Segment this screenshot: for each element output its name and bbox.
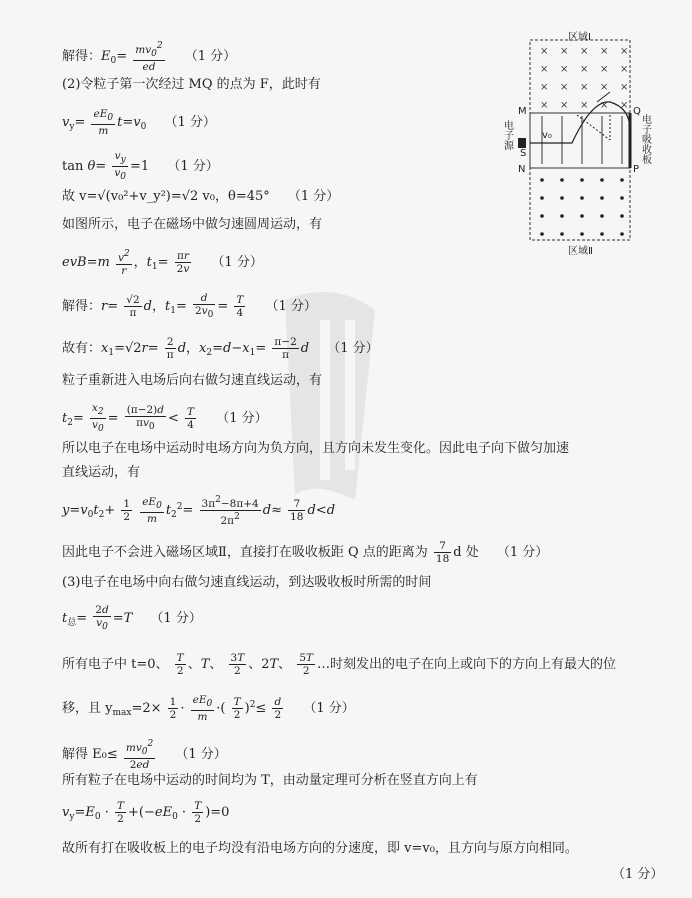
score-mark: （1 分） <box>164 115 216 130</box>
line-15: 因此电子不会进入磁场区域Ⅱ，直接打在吸收板距 Q 点的距离为 $\frac{7}{18}$ d 处 （1 分） <box>62 540 549 565</box>
dot-symbol <box>540 196 544 200</box>
cross-symbol: × <box>580 82 589 93</box>
cross-symbol: × <box>620 46 629 57</box>
cross-symbol: × <box>580 100 589 111</box>
line-1: 解得：$E_0=$ $\frac{mv02}{ed}$ （1 分） <box>62 41 237 73</box>
cross-symbol: × <box>600 100 609 111</box>
cross-symbol: × <box>560 100 569 111</box>
text: 故有： <box>62 341 102 356</box>
point-S-label: S <box>520 148 527 159</box>
point-P-label: P <box>633 164 640 175</box>
plate-label: 电子吸收板 <box>642 115 652 166</box>
electron-source-block <box>518 138 526 148</box>
line-11: $t_2=$ $\frac{x2}{v0}$ = $\frac{(\pi-2)d}{\pi v0}$ < $\frac{T}{4}$ （1 分） <box>62 402 268 434</box>
cross-symbol: × <box>600 64 609 75</box>
line-20: 解得 E₀≤ $\frac{mv02}{2ed}$ （1 分） <box>62 739 227 771</box>
dot-symbol <box>560 214 564 218</box>
score-mark: （1 分） <box>303 701 355 716</box>
line-2: (2)令粒子第一次经过 MQ 的点为 F，此时有 <box>62 77 321 92</box>
dot-symbol <box>580 214 584 218</box>
score-mark: （1 分） <box>265 299 317 314</box>
line-19: 移，且 $y_{max}=2\times$ $\frac{1}{2}$ · $\frac{eE0}{m}$ ·( $\frac{T}{2}$ )$^2$≤ $\frac{d}{2}$ （1 分） <box>62 694 355 723</box>
dot-symbol <box>580 232 584 236</box>
cross-symbol: × <box>600 46 609 57</box>
line-5 <box>62 188 339 206</box>
score-mark: （1 分） <box>150 611 202 626</box>
cross-symbol: × <box>560 46 569 57</box>
line-9: 故有：$x_1=√2r=$ $\frac{2}{\pi}$ d，$x_2=d-x_1=$ $\frac{\pi-2}{\pi}$ d （1 分） <box>62 336 379 361</box>
score-mark: （1 分） <box>287 189 340 204</box>
dot-symbol <box>560 178 564 182</box>
line-3: $v_y=$ $\frac{eE0}{m}$ $t=v_0$ （1 分） <box>62 108 216 137</box>
region-1-label: 区域Ⅰ <box>568 32 591 43</box>
dot-symbol <box>620 232 624 236</box>
text: …时刻发出的电子在向上或向下的方向上有最大的位 <box>317 657 617 672</box>
dot-symbol <box>580 178 584 182</box>
score-mark-final: （1 分） <box>612 867 664 882</box>
dot-symbol <box>620 178 624 182</box>
fraction: $\frac{mv02}{ed}$ <box>135 41 163 73</box>
line-16: (3)电子在电场中向右做匀速直线运动，到达吸收板时所需的时间 <box>62 575 432 590</box>
text: 解得： <box>62 49 102 64</box>
text: 移，且 y <box>62 701 113 716</box>
dot-symbol <box>600 178 604 182</box>
line-14: $y=v_0t_2+$ $\frac{1}{2}$ $\frac{eE0}{m}$ $t_2^2=$ $\frac{3\pi 2-8\pi+4}{2\pi 2}$ d≈ $\frac{7}{18}$ d<d <box>62 495 336 527</box>
text: 解得： <box>62 299 102 314</box>
line-4: tan θ= $\frac{vy}{v0}$ =1 （1 分） <box>62 150 219 182</box>
magnetic-field-out-of-page <box>540 178 624 236</box>
point-M-label: M <box>518 106 527 117</box>
cross-symbol: × <box>540 82 549 93</box>
dot-symbol <box>600 196 604 200</box>
source-label: 电子源 <box>504 121 514 152</box>
text: 因此电子不会进入磁场区域Ⅱ，直接打在吸收板距 Q 点的距离为 <box>62 545 428 560</box>
cross-symbol: × <box>540 64 549 75</box>
region-2-label: 区域Ⅱ <box>568 246 593 257</box>
line-17: $t_总=$ $\frac{2d}{v0}$ =T （1 分） <box>62 604 202 632</box>
cross-symbol: × <box>600 82 609 93</box>
point-N-label: N <box>518 164 526 175</box>
text: d 处 <box>453 545 479 560</box>
score-mark: （1 分） <box>184 49 237 64</box>
dot-symbol <box>600 214 604 218</box>
cross-symbol: × <box>560 82 569 93</box>
magnetic-field-into-page <box>540 46 628 111</box>
dot-symbol <box>560 232 564 236</box>
cross-symbol: × <box>560 64 569 75</box>
line-13: 直线运动，有 <box>62 465 141 480</box>
cross-symbol: × <box>580 46 589 57</box>
score-mark: （1 分） <box>216 411 268 426</box>
text: 解得 E₀≤ <box>62 747 118 762</box>
text: 所有电子中 t=0、 <box>62 657 169 672</box>
cross-symbol: × <box>540 100 549 111</box>
score-mark: （1 分） <box>496 545 549 560</box>
cross-symbol: × <box>620 100 629 111</box>
cross-symbol: × <box>580 64 589 75</box>
dot-symbol <box>620 214 624 218</box>
dot-symbol <box>600 232 604 236</box>
line-7: evB=m $\frac{v2}{r}$ ，$t_1=$ $\frac{\pi r}{2v}$ （1 分） <box>62 249 263 277</box>
line-23: 故所有打在吸收板上的电子均没有沿电场方向的分速度，即 v=v₀，且方向与原方向相同。 <box>62 841 578 856</box>
dot-symbol <box>620 196 624 200</box>
score-mark: （1 分） <box>327 341 379 356</box>
point-Q-label: Q <box>633 106 641 117</box>
score-mark: （1 分） <box>175 747 227 762</box>
text: 故 v=√(v₀²+v_y²)=√2 v₀，θ=45° <box>62 189 270 204</box>
score-mark: （1 分） <box>211 255 263 270</box>
dot-symbol <box>580 196 584 200</box>
line-18: 所有电子中 t=0、 $\frac{T}{2}$ 、T、 $\frac{3T}{2}$ 、2T、 $\frac{5T}{2}$ …时刻发出的电子在向上或向下的方向上有最大的位 <box>62 652 617 677</box>
dot-symbol <box>540 214 544 218</box>
line-8: 解得：r= $\frac{√2}{\pi}$ d，$t_1=$ $\frac{d}{2v0}$ = $\frac{T}{4}$ （1 分） <box>62 292 317 320</box>
field-diagram <box>502 30 668 256</box>
score-mark: （1 分） <box>167 159 219 174</box>
line-6: 如图所示，电子在磁场中做匀速圆周运动，有 <box>62 217 323 232</box>
dot-symbol <box>540 178 544 182</box>
line-21: 所有粒子在电场中运动的时间均为 T，由动量定理可分析在竖直方向上有 <box>62 773 478 788</box>
line-22: $v_y=E_0$ · $\frac{T}{2}$ $+(-eE_0$ · $\frac{T}{2}$ )=0 <box>62 800 230 825</box>
velocity-label: v₀ <box>542 130 552 141</box>
line-10: 粒子重新进入电场后向右做匀速直线运动，有 <box>62 373 323 388</box>
dot-symbol <box>540 232 544 236</box>
cross-symbol: × <box>620 82 629 93</box>
dot-symbol <box>560 196 564 200</box>
cross-symbol: × <box>620 64 629 75</box>
cross-symbol: × <box>540 46 549 57</box>
line-12: 所以电子在电场中运动时电场方向为负方向，且方向未发生变化。因此电子向下做匀加速 <box>62 441 570 456</box>
